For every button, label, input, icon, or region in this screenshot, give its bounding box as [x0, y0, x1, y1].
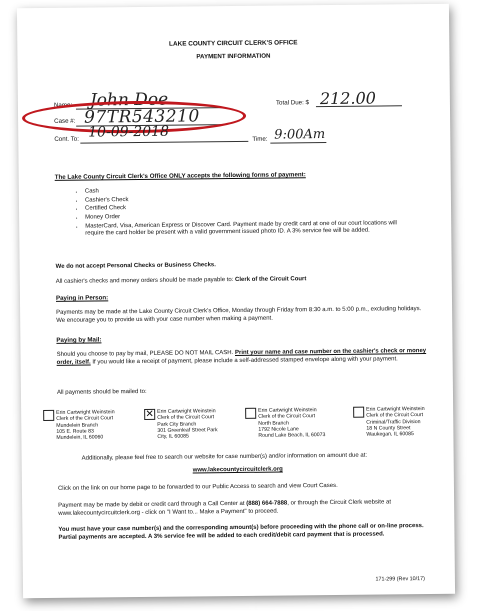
page-title: PAYMENT INFORMATION [196, 52, 271, 61]
payable-to-name: Clerk of the Circuit Court [234, 276, 307, 284]
paying-by-mail-text: Should you choose to pay by mail, PLEASE DO NOT MAIL CASH. Print your name and case number on the cashier's check or money order, itself. If you would like a receipt of payment, please include a self-addressed stamped envelope along with your payment. [56, 348, 427, 366]
accepted-forms-list [55, 185, 416, 240]
branch-north: Erin Cartwright Weinstein Clerk of the Circuit Court North Branch 1792 Nicole Lane Round Lake Beach, IL 60073 [245, 407, 351, 448]
x-mark-icon: ✕ [145, 408, 154, 420]
total-due-label: Total Due: $ [275, 99, 309, 107]
branch-criminal-traffic: Erin Cartwright Weinstein Clerk of the Circuit Court Criminal/Traffic Division 18 N County Street Waukegan, IL 60085 [353, 406, 451, 447]
office-title: LAKE COUNTY CIRCUIT CLERK'S OFFICE [169, 39, 298, 48]
call-center-text: Payment may be made by debit or credit card through a Call Center at (888) 664-7888, or through the Circuit Clerk website at www.lakecountycircuitclerk.org - click on "I Want to... Make a Payment" to proceed. [58, 499, 392, 517]
form-number: 171-299 (Rev 10/17) [375, 576, 425, 583]
form-of-payment-item: • Cash [85, 185, 415, 196]
additionally-text: Additionally, please feel free to search our website for case number(s) and/or information on amount due at: [81, 452, 368, 462]
continued-to-label: Cont. To: [54, 135, 79, 143]
branch-checkbox[interactable] [43, 410, 54, 421]
form-of-payment-item: • Certified Check [85, 202, 415, 213]
click-link-text: Click on the link on our home page to be forwarded to our Public Access to search and view Court Cases. [57, 482, 338, 492]
mailed-to-label: All payments should be mailed to: [56, 388, 147, 396]
form-of-payment-item: • Money Order [85, 211, 415, 222]
branch-checkbox[interactable] [353, 407, 364, 418]
total-due-value: 212.00 [319, 88, 376, 109]
form-of-payment-item: • Cashier's Check [85, 194, 415, 205]
case-number-label: Case #: [54, 117, 76, 125]
paying-in-person-text: Payments may be made at the Lake County Circuit Clerk's Office, Monday through Friday from 8:30 a.m. to 5:00 p.m., excluding holidays. We encourage you to provide us with your case number when making a payment. [56, 306, 422, 324]
paying-by-mail-heading: Paying by Mail: [56, 336, 102, 344]
no-personal-checks: We do not accept Personal Checks or Business Checks. [55, 262, 216, 270]
call-center-phone: (888) 664-7888 [246, 500, 288, 507]
must-have-notice: You must have your case number(s) and the corresponding amount(s) before proceeding with the phone call or on-line process. Partial payments are accepted. A 3% service fee will be added to each credit/debit card payment that is processed. [58, 523, 424, 541]
payable-to-line: All cashier's checks and money orders should be made payable to: Clerk of the Circuit Court [55, 276, 307, 285]
time-label: Time: [252, 135, 268, 143]
accepted-forms-heading: The Lake County Circuit Clerk's Office ONLY accepts the following forms of payment: [54, 171, 306, 181]
name-value: John Doe [89, 89, 169, 111]
time-value: 9:00Am [274, 127, 326, 143]
branch-mundelein: Erin Cartwright Weinstein Clerk of the Circuit Court Mundelein Branch 105 E. Route 83 Mundelein, IL 60060 [43, 409, 139, 450]
paying-in-person-heading: Paying in Person: [55, 294, 109, 302]
website-link[interactable]: www.lakecountycircuitclerk.org [192, 466, 283, 474]
case-number-value: 97TR543210 [83, 106, 200, 128]
name-label: Name: [53, 101, 73, 109]
branch-checkbox[interactable] [144, 409, 155, 420]
payment-information-sheet [17, 4, 455, 598]
branch-park-city: ✕ Erin Cartwright Weinstein Clerk of the Circuit Court Park City Branch 301 Greenleaf Street Park City, IL 60085 [145, 408, 218, 441]
branch-checkbox[interactable] [245, 408, 256, 419]
continued-to-value: 10-09-2018 [88, 123, 170, 141]
form-of-payment-item: • MasterCard, Visa, American Express or Discover Card. Payment made by credit card at one of our court locations will require the card holder be present with a valid government issued photo ID. A 3% service fee will be added. [85, 220, 415, 238]
